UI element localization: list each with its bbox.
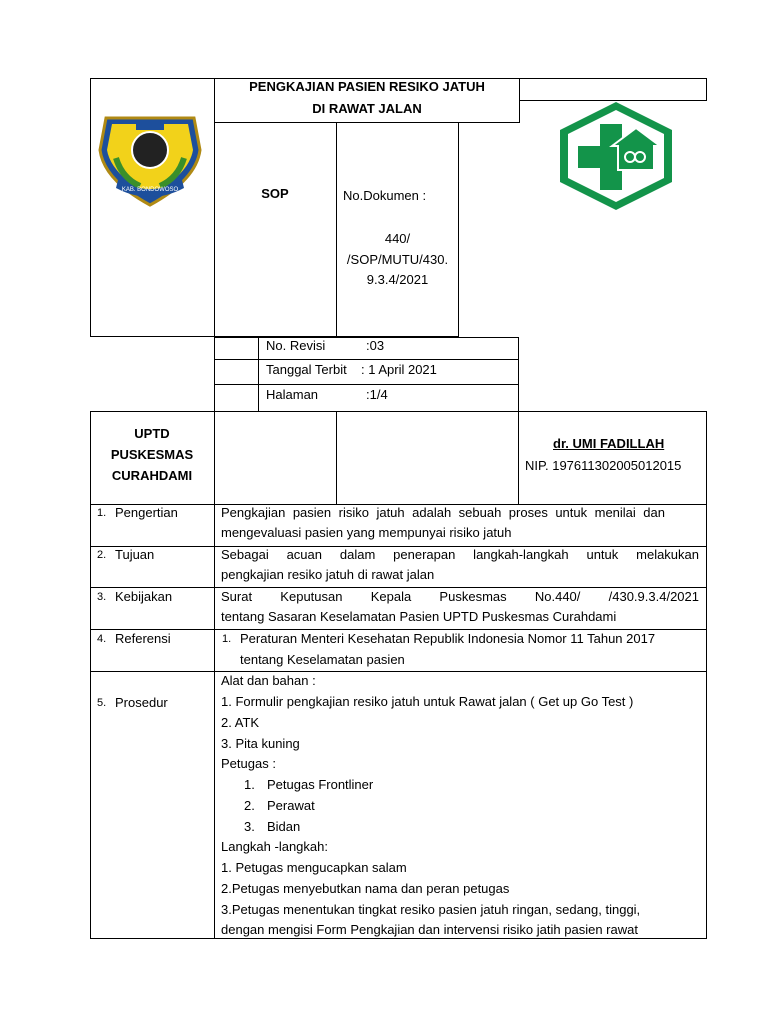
revision-label: No. Revisi bbox=[266, 338, 326, 353]
issue-date-label: Tanggal Terbit bbox=[266, 362, 347, 377]
referensi-item-num: 1. bbox=[222, 633, 232, 645]
prosedur-line: Petugas : bbox=[221, 756, 276, 771]
border-right-top-v bbox=[706, 78, 707, 101]
border-body-bottom bbox=[90, 938, 707, 939]
section-num-kebijakan: 3. bbox=[97, 591, 107, 603]
border-row-4 bbox=[90, 671, 707, 672]
petugas-num: 2. bbox=[244, 798, 255, 813]
border-rev-1 bbox=[214, 359, 519, 360]
step-line: Langkah -langkah: bbox=[221, 839, 328, 854]
step-line: 2.Petugas menyebutkan nama dan peran petugas bbox=[221, 881, 510, 896]
kebijakan-line-1: Surat Keputusan Kepala Puskesmas No.440/ /430.9.3.4/2021 bbox=[221, 589, 699, 604]
border-rev-mid bbox=[258, 337, 259, 412]
section-label-kebijakan: Kebijakan bbox=[115, 589, 173, 604]
section-label-tujuan: Tujuan bbox=[115, 547, 155, 562]
border-row-2 bbox=[90, 587, 707, 588]
kebijakan-line-2: tentang Sasaran Keselamatan Pasien UPTD Puskesmas Curahdami bbox=[221, 609, 617, 624]
border-under-title bbox=[214, 122, 520, 123]
title-line-2: DI RAWAT JALAN bbox=[312, 101, 422, 116]
section-num-referensi: 4. bbox=[97, 633, 107, 645]
referensi-line-2: tentang Keselamatan pasien bbox=[240, 652, 405, 667]
petugas-num: 1. bbox=[244, 777, 255, 792]
issue-date-value: : 1 April 2021 bbox=[361, 362, 437, 377]
tujuan-line-2: pengkajian resiko jatuh di rawat jalan bbox=[221, 567, 435, 582]
section-num-tujuan: 2. bbox=[97, 549, 107, 561]
bondowoso-emblem-logo bbox=[96, 110, 204, 208]
border-org-c1 bbox=[336, 411, 337, 505]
section-label-prosedur: Prosedur bbox=[115, 695, 168, 710]
petugas-num: 3. bbox=[244, 819, 255, 834]
step-line: dengan mengisi Form Pengkajian dan intervensi risiko jatih pasien rawat bbox=[221, 922, 638, 937]
sop-label: SOP bbox=[261, 186, 289, 201]
referensi-line-1: Peraturan Menteri Kesehatan Republik Indonesia Nomor 11 Tahun 2017 bbox=[240, 631, 656, 646]
border-left-header bbox=[90, 78, 91, 336]
border-org-top bbox=[90, 411, 707, 412]
border-top-right bbox=[519, 78, 707, 79]
emblem-top-bar bbox=[136, 124, 164, 130]
section-num-pengertian: 1. bbox=[97, 507, 107, 519]
prosedur-line: Alat dan bahan : bbox=[221, 673, 316, 688]
border-body-right bbox=[706, 411, 707, 939]
section-num-prosedur: 5. bbox=[97, 697, 107, 709]
org-line-3: CURAHDAMI bbox=[111, 468, 193, 483]
section-label-referensi: Referensi bbox=[115, 631, 171, 646]
petugas-item: Petugas Frontliner bbox=[267, 777, 374, 792]
prosedur-line: 2. ATK bbox=[221, 715, 260, 730]
petugas-item: Bidan bbox=[267, 819, 301, 834]
head-name: dr. UMI FADILLAH bbox=[553, 436, 665, 451]
emblem-ribbon-text: KAB. BONDOWOSO bbox=[121, 187, 179, 193]
pengertian-line-2: mengevaluasi pasien yang mempunyai risiko jatuh bbox=[221, 525, 512, 540]
doc-no-line-3: 9.3.4/2021 bbox=[366, 272, 429, 287]
title-line-1: PENGKAJIAN PASIEN RESIKO JATUH bbox=[249, 79, 485, 94]
doc-no-line-1: 440/ bbox=[384, 231, 411, 246]
pengertian-line-1: Pengkajian pasien risiko jatuh adalah sebuah proses untuk menilai dan bbox=[221, 505, 665, 520]
border-docno-col bbox=[458, 122, 459, 336]
org-line-1: UPTD bbox=[134, 426, 170, 441]
border-rev-right bbox=[518, 337, 519, 412]
prosedur-line: 3. Pita kuning bbox=[221, 736, 300, 751]
step-line: 3.Petugas menentukan tingkat resiko pasien jatuh ringan, sedang, tinggi, bbox=[221, 902, 641, 917]
border-body-left bbox=[90, 411, 91, 939]
doc-no-line-2: /SOP/MUTU/430. bbox=[346, 252, 449, 267]
border-row-3 bbox=[90, 629, 707, 630]
section-label-pengertian: Pengertian bbox=[115, 505, 178, 520]
border-sop-col bbox=[336, 122, 337, 336]
puskesmas-logo bbox=[556, 100, 676, 212]
head-nip: NIP. 197611302005012015 bbox=[525, 458, 682, 473]
border-org-c2 bbox=[518, 411, 519, 505]
page-value: :1/4 bbox=[366, 387, 388, 402]
org-line-2: PUSKESMAS bbox=[110, 447, 194, 462]
emblem-center bbox=[132, 132, 168, 168]
tujuan-line-1: Sebagai acuan dalam penerapan langkah-langkah untuk melakukan bbox=[221, 547, 699, 562]
border-body-mid bbox=[214, 411, 215, 939]
border-rev-2 bbox=[214, 384, 519, 385]
page-label: Halaman bbox=[266, 387, 319, 402]
petugas-item: Perawat bbox=[267, 798, 315, 813]
prosedur-line: 1. Formulir pengkajian resiko jatuh untuk Rawat jalan ( Get up Go Test ) bbox=[221, 694, 634, 709]
border-rev-left bbox=[214, 337, 215, 412]
doc-no-label: No.Dokumen : bbox=[343, 188, 427, 203]
revision-value: :03 bbox=[366, 338, 385, 353]
step-line: 1. Petugas mengucapkan salam bbox=[221, 860, 407, 875]
